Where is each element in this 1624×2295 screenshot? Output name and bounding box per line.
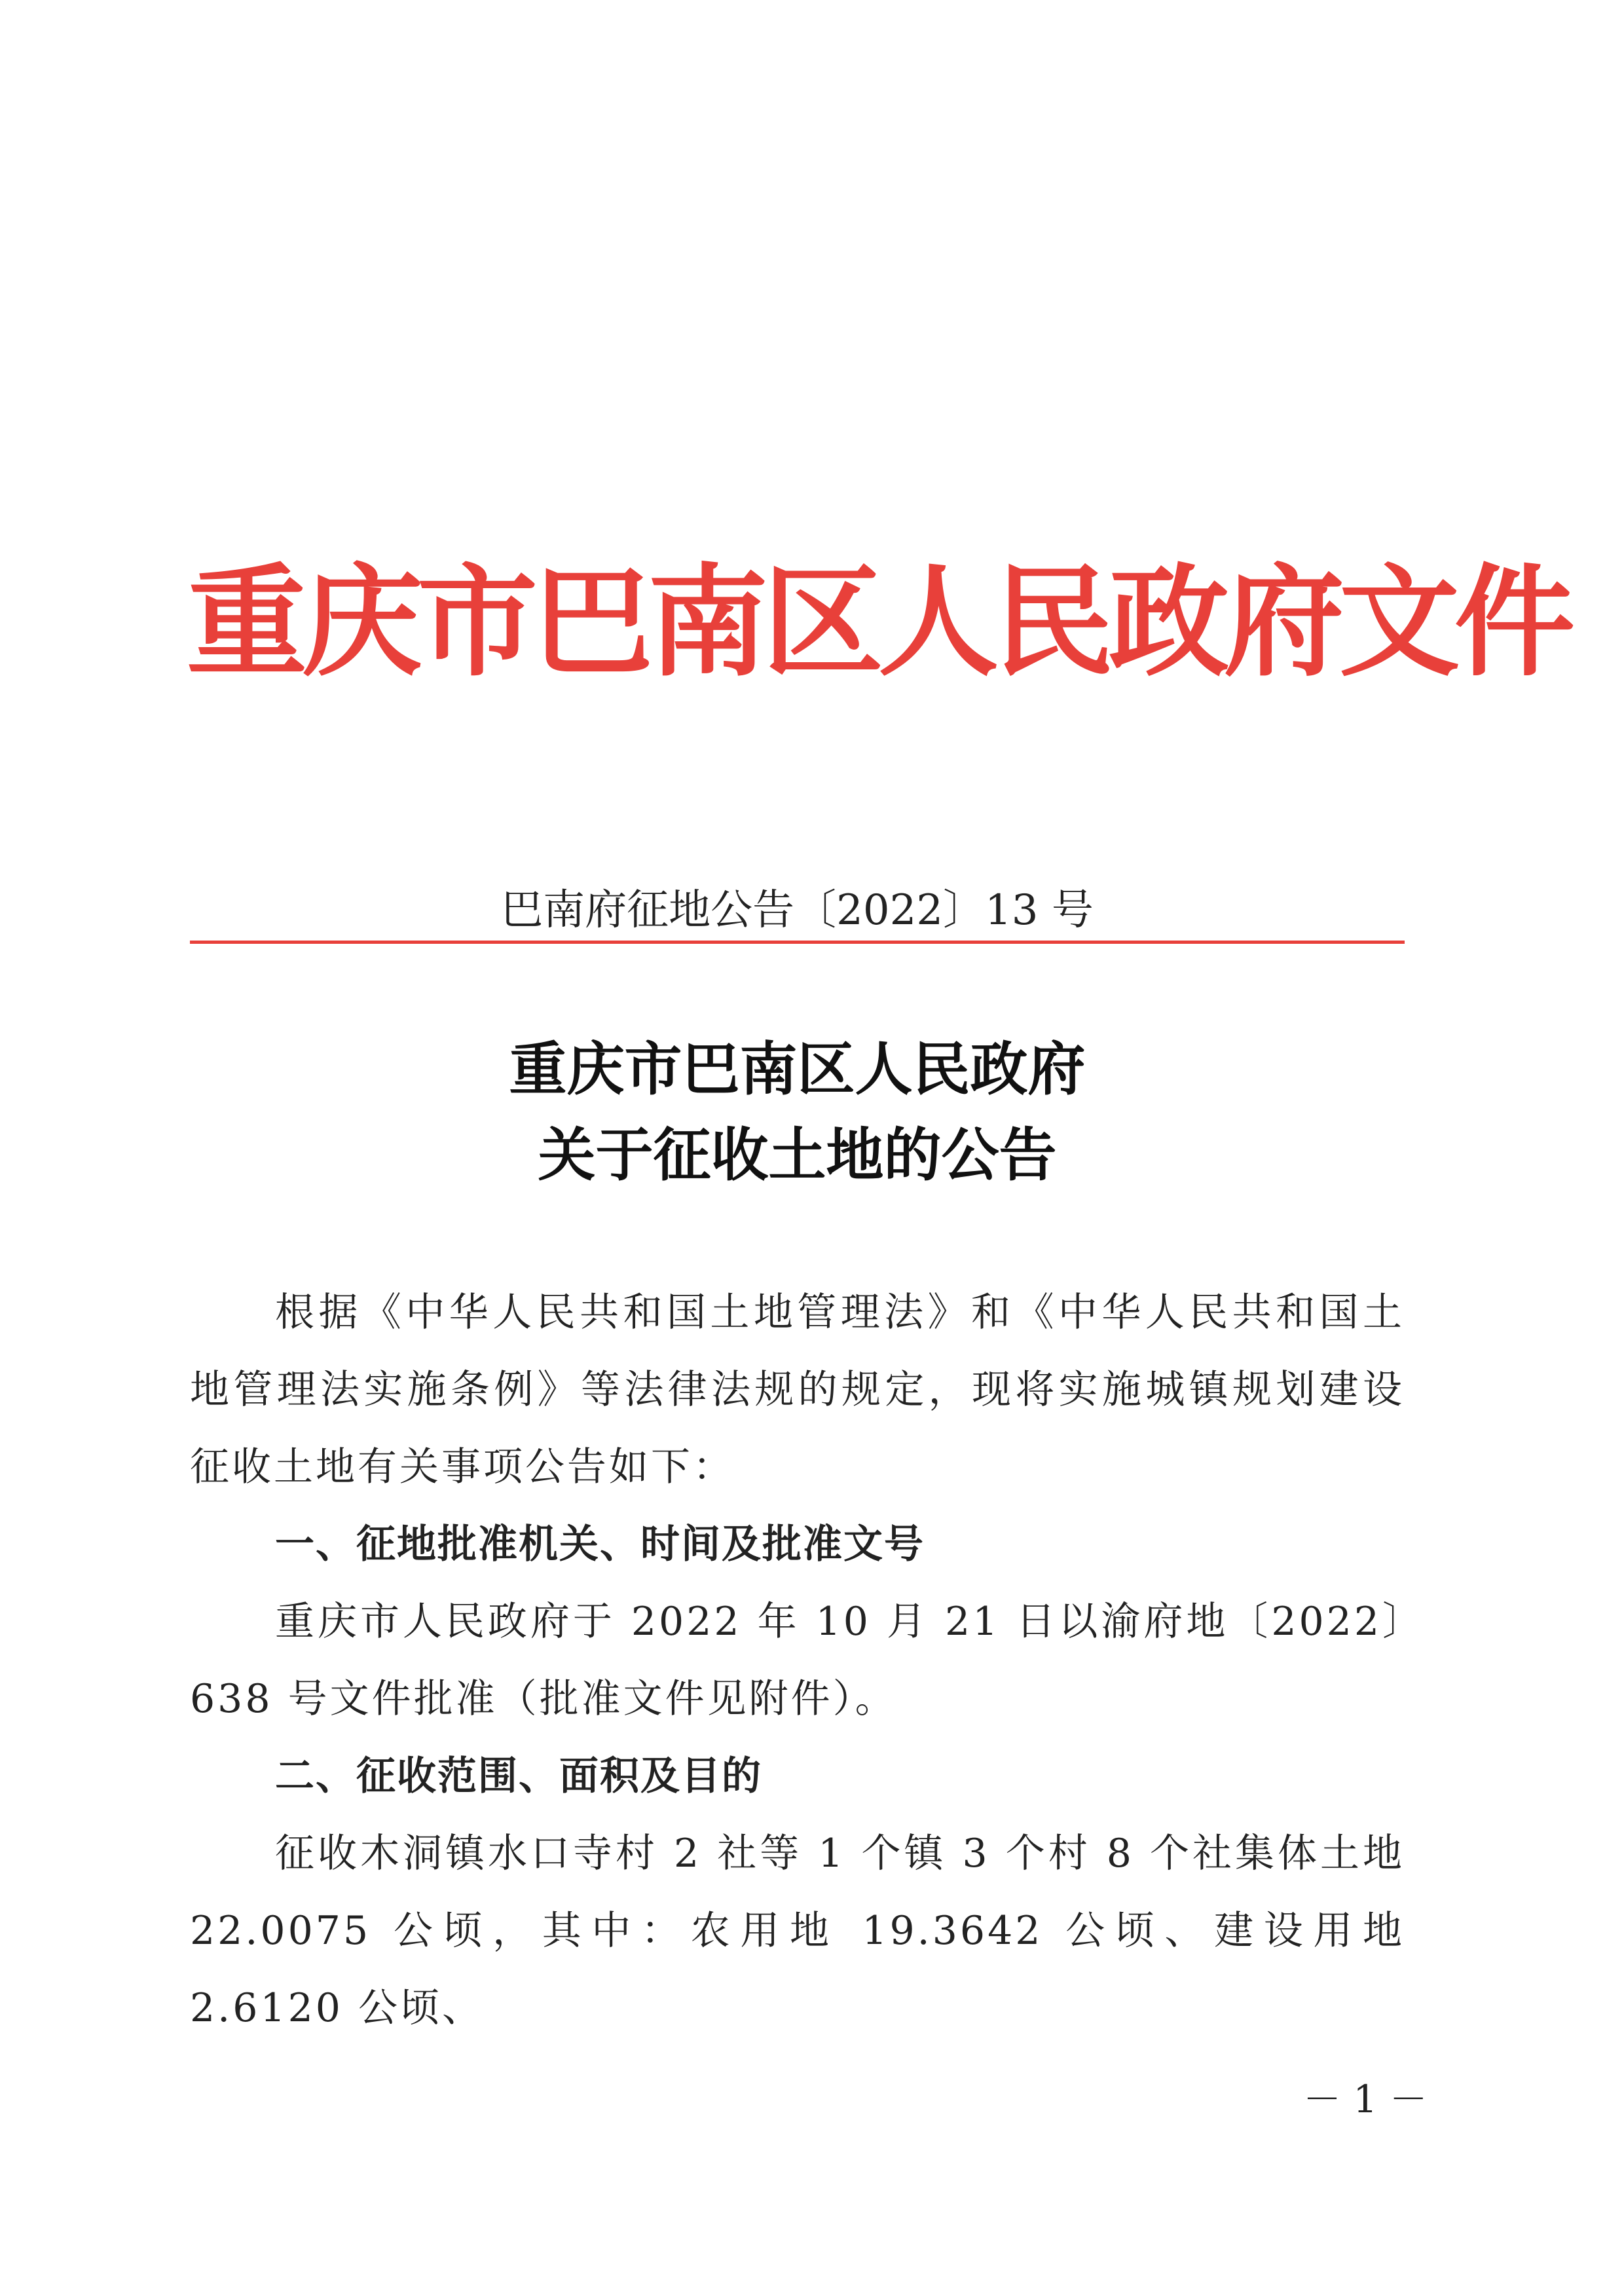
red-divider-line (190, 941, 1405, 944)
intro-paragraph: 根据《中华人民共和国土地管理法》和《中华人民共和国土地管理法实施条例》等法律法规的规定，现将实施城镇规划建设征收土地有关事项公告如下： (190, 1290, 1405, 1490)
page-number: － 1 － (1303, 2077, 1428, 2121)
document-number: 巴南府征地公告〔2022〕13 号 (501, 886, 1094, 935)
notice-body (190, 1274, 1405, 2047)
section-1-paragraph: 重庆市人民政府于 2022 年 10 月 21 日以渝府地〔2022〕638 号文件批准（批准文件见附件）。 (190, 1599, 1405, 1722)
document-masthead: 重庆市巴南区人民政府文件 (187, 551, 1570, 693)
notice-title-line-1: 重庆市巴南区人民政府 (509, 1035, 1086, 1103)
section-1-heading: 一、征地批准机关、时间及批准文号 (275, 1521, 925, 1567)
notice-title-line-2: 关于征收土地的公告 (538, 1121, 1057, 1189)
section-2-heading: 二、征收范围、面积及目的 (275, 1753, 762, 1799)
section-2-paragraph: 征收木洞镇水口寺村 2 社等 1 个镇 3 个村 8 个社集体土地 22.0075 公顷，其中：农用地 19.3642 公顷、建设用地 2.6120 公顷、 (190, 1831, 1405, 2031)
